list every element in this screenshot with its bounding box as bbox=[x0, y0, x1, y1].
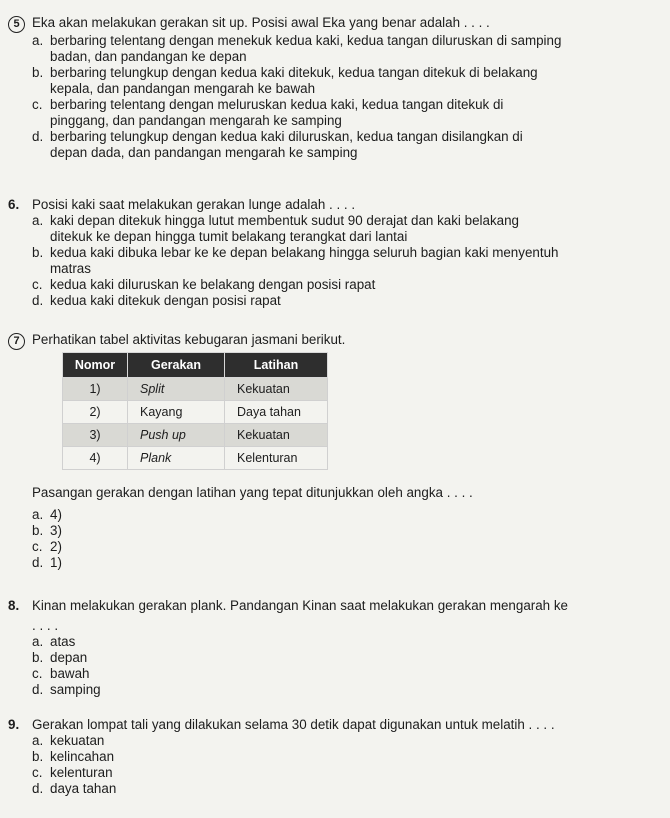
option-c[interactable]: c. kedua kaki diluruskan ke belakang dengan posisi rapat bbox=[32, 277, 376, 292]
question-8: 8. Kinan melakukan gerakan plank. Pandangan Kinan saat melakukan gerakan mengarah ke . . . . a. atas b. depan c. bawah d. samping bbox=[8, 597, 664, 698]
option-d[interactable]: d. 1) bbox=[32, 555, 62, 570]
question-number: 9. bbox=[8, 717, 20, 732]
question-stem: Kinan melakukan gerakan plank. Pandangan Kinan saat melakukan gerakan mengarah ke bbox=[32, 598, 568, 613]
option-a[interactable]: a. 4) bbox=[32, 507, 62, 522]
option-d[interactable]: d. samping bbox=[32, 682, 101, 697]
question-7 bbox=[8, 331, 664, 350]
option-d[interactable]: d. daya tahan bbox=[32, 781, 117, 796]
question-6 bbox=[8, 196, 664, 309]
table-row: 4) Plank Kelenturan bbox=[63, 447, 328, 470]
question-5 bbox=[8, 14, 664, 161]
option-c[interactable]: c. berbaring telentang dengan meluruskan kedua kaki, kedua tangan ditekuk di pinggang, dan pandangan mengarah ke samping bbox=[32, 97, 504, 128]
option-b[interactable]: b. berbaring telungkup dengan kedua kaki ditekuk, kedua tangan ditekuk di belakang kepala, dan pandangan mengarah ke bawah bbox=[32, 65, 538, 96]
question-stem: Perhatikan tabel aktivitas kebugaran jasmani berikut. bbox=[32, 332, 346, 347]
option-c[interactable]: c. bawah bbox=[32, 666, 90, 681]
question-number: 7 bbox=[8, 331, 32, 350]
question-number: 5 bbox=[8, 14, 32, 33]
option-b[interactable]: b. kedua kaki dibuka lebar ke ke depan belakang hingga seluruh bagian kaki menyentuh matras bbox=[32, 245, 559, 276]
table-header-row bbox=[63, 353, 328, 378]
fitness-activity-table bbox=[62, 352, 328, 470]
option-b[interactable]: b. kelincahan bbox=[32, 749, 115, 764]
question-text: Pasangan gerakan dengan latihan yang tepat ditunjukkan oleh angka . . . . bbox=[32, 485, 473, 500]
option-c[interactable]: c. kelenturan bbox=[32, 765, 113, 780]
option-d[interactable]: d. kedua kaki ditekuk dengan posisi rapat bbox=[32, 293, 281, 308]
option-c[interactable]: c. 2) bbox=[32, 539, 62, 554]
question-stem: Eka akan melakukan gerakan sit up. Posisi awal Eka yang benar adalah . . . . bbox=[32, 15, 490, 30]
option-b[interactable]: b. depan bbox=[32, 650, 88, 665]
option-d[interactable]: d. berbaring telungkup dengan kedua kaki diluruskan, kedua tangan disilangkan di depan dada, dan pandangan mengarah ke samping bbox=[32, 129, 523, 160]
question-stem: Posisi kaki saat melakukan gerakan lunge adalah . . . . bbox=[32, 197, 356, 212]
option-a[interactable]: a. berbaring telentang dengan menekuk kedua kaki, kedua tangan diluruskan di samping badan, dan pandangan ke depan bbox=[32, 33, 562, 64]
header-gerakan: Gerakan bbox=[128, 353, 225, 378]
table-row: 1) Split Kekuatan bbox=[63, 378, 328, 401]
question-number: 6. bbox=[8, 197, 20, 212]
header-nomor: Nomor bbox=[63, 353, 128, 378]
question-7-prompt bbox=[8, 484, 664, 571]
option-a[interactable]: a. kaki depan ditekuk hingga lutut membentuk sudut 90 derajat dan kaki belakang ditekuk ke depan hingga tumit belakang terangkat dari lantai bbox=[32, 213, 519, 244]
header-latihan: Latihan bbox=[225, 353, 328, 378]
table-row: 2) Kayang Daya tahan bbox=[63, 401, 328, 424]
option-a[interactable]: a. atas bbox=[32, 634, 76, 649]
question-number: 8. bbox=[8, 598, 20, 613]
option-a[interactable]: a. kekuatan bbox=[32, 733, 105, 748]
table-row: 3) Push up Kekuatan bbox=[63, 424, 328, 447]
question-9 bbox=[8, 716, 664, 797]
question-stem: Gerakan lompat tali yang dilakukan selama 30 detik dapat digunakan untuk melatih . . . . bbox=[32, 717, 555, 732]
option-b[interactable]: b. 3) bbox=[32, 523, 62, 538]
